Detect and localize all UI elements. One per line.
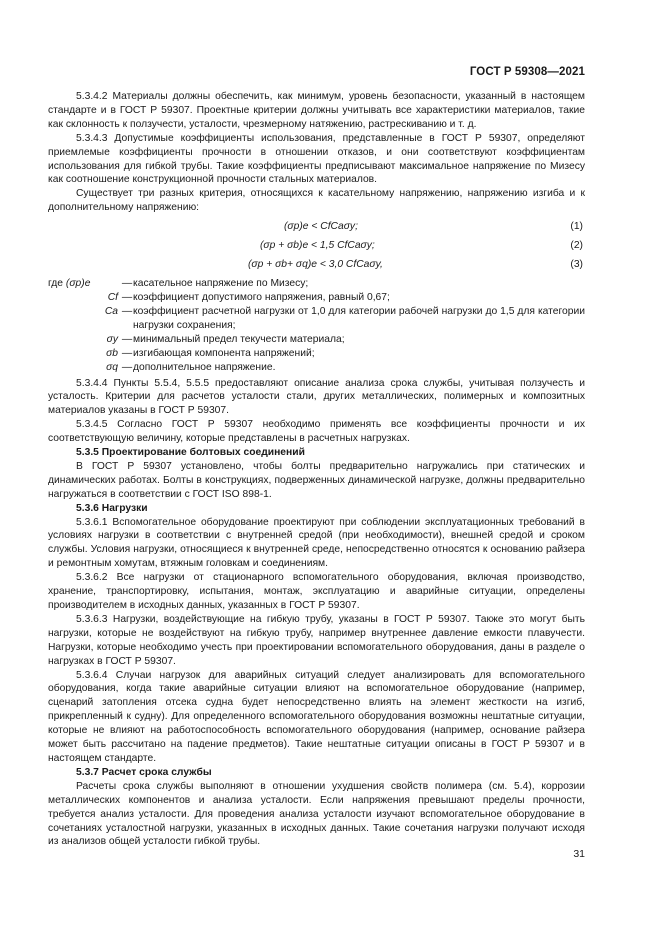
where-label: где: [48, 278, 64, 290]
definition-dash: —: [121, 305, 133, 317]
paragraph-5-3-6-3: 5.3.6.3 Нагрузки, воздействующие на гибкую трубу, указаны в ГОСТ Р 59307. Также это могут быть нагрузки, которые не воздействуют на гибкую трубу, например внутреннее давление емкости плавучести. Нагрузки, которые необходимо учесть при проектировании вспомогательного оборудования, даны в разделе о нагрузках в ГОСТ Р 59307.: [48, 613, 585, 667]
definition-text: минимальный предел текучести материала;: [133, 333, 345, 345]
definition-row: [48, 305, 585, 333]
symbol-definitions: [48, 277, 585, 374]
paragraph-5-3-5: В ГОСТ Р 59307 установлено, чтобы болты предварительно нагружались при статических и динамических работах. Болты в конструкциях, подверженных динамической нагрузке, должны предварительно нагружаться в соответствии с ГОСТ ISO 898-1.: [48, 460, 585, 500]
section-heading-5-3-6: 5.3.6 Нагрузки: [76, 502, 148, 514]
formula-3: [48, 255, 585, 274]
definition-row: [48, 347, 585, 361]
paragraph-5-3-7: Расчеты срока службы выполняют в отношении ухудшения свойств полимера (см. 5.4), коррозии металлических компонентов и анализа усталости. Если напряжения превышают пределы прочности, требуется анализ усталости. Для проведения анализа усталости изучают вспомогательное оборудование в сочетаниях усталостной нагрузки, указанных в исходных данных. Такие сочетания нагрузки получают исходя из анализов общей усталости гибкой трубы.: [48, 780, 585, 848]
formula-number: (1): [570, 221, 583, 233]
symbol-sigma-p-e: (σp)e: [65, 278, 91, 290]
definition-dash: —: [121, 333, 133, 345]
page-number: 31: [573, 848, 585, 860]
formula-2: [48, 236, 585, 255]
definition-symbol: σb: [106, 347, 118, 359]
definition-text: коэффициент допустимого напряжения, равный 0,67;: [133, 292, 390, 304]
definition-dash: —: [121, 347, 133, 359]
formula-expression: (σp + σb+ σq)e < 3,0 CfCaσy,: [248, 259, 383, 271]
definition-row: [48, 291, 585, 305]
formula-1: [48, 217, 585, 236]
definition-symbol: Ca: [104, 305, 118, 317]
paragraph-5-3-4-3: 5.3.4.3 Допустимые коэффициенты использования, представленные в ГОСТ Р 59307, определяют приемлемые коэффициенты прочности в отношении отказов, и они соответствуют коэффициентам использования для гибкой трубы. Такие коэффициенты предписывают максимальное напряжение по Мизесу как соотношение конструкционной прочности стальных материалов.: [48, 132, 585, 186]
paragraph-5-3-6-2: 5.3.6.2 Все нагрузки от стационарного вспомогательного оборудования, включая производство, хранение, транспортировку, испытания, монтаж, эксплуатацию и аварийные ситуации, определены производителем в исходных данных, указанных в ГОСТ Р 59307.: [48, 572, 585, 611]
formula-number: (2): [570, 240, 583, 252]
paragraph-5-3-6-1: 5.3.6.1 Вспомогательное оборудование проектируют при соблюдении эксплуатационных требований в условиях нагрузки в соответствии с внутренней средой (при необходимости), внешней средой и сроком службы. Условия нагрузки, относящиеся к внутренней среде, непосредственно относятся к основанию райзера и ремонтным хомутам, втяжным головкам и соединениям.: [48, 516, 585, 570]
definition-row: [48, 361, 585, 375]
standard-header: ГОСТ Р 59308—2021: [469, 66, 585, 78]
definition-dash: —: [121, 278, 133, 290]
definition-symbol: σy: [106, 333, 118, 345]
definition-symbol: σq: [106, 361, 118, 373]
formula-number: (3): [570, 259, 583, 271]
section-heading-5-3-7: 5.3.7 Расчет срока службы: [76, 766, 212, 778]
definition-text: изгибающая компонента напряжений;: [133, 347, 315, 359]
page-content: [48, 90, 585, 849]
definition-dash: —: [121, 292, 133, 304]
definition-text: касательное напряжение по Мизесу;: [133, 278, 309, 290]
definition-symbol: [48, 277, 121, 291]
formula-expression: (σp + σb)e < 1,5 CfCaσy;: [260, 240, 375, 252]
definition-dash: —: [121, 361, 133, 373]
paragraph-5-3-4-4: 5.3.4.4 Пункты 5.5.4, 5.5.5 предоставляют описание анализа срока службы, учитывая ползучесть и усталость. Критерии для расчетов усталости стали, других металлических, полимерных и композитных материалов указаны в ГОСТ Р 59307.: [48, 377, 585, 417]
paragraph-criteria: Существует три разных критерия, относящихся к касательному напряжению, напряжению изгиба и к дополнительному напряжению:: [48, 188, 585, 214]
paragraph-5-3-6-4: 5.3.6.4 Случаи нагрузок для аварийных ситуаций следует анализировать для вспомогательного оборудования, когда такие аварийные ситуации влияют на вспомогательное оборудование (например, сценарий затопления отсека судна будет непосредственно влиять на элемент жесткости на изгиб, прикрепленный к судну). Для определенного вспомогательного оборудования возможны нештатные ситуации, которые не влияют на работоспособность вспомогательного оборудования (например, основание райзера может быть рассчитано на падение предметов). Такие нештатные ситуации описаны в ГОСТ Р 59307 и в настоящем стандарте.: [48, 669, 585, 764]
definition-text: дополнительное напряжение.: [133, 361, 276, 373]
formula-expression: (σp)e < CfCaσy;: [284, 221, 358, 233]
definition-symbol: Cf: [107, 292, 118, 304]
definition-row: [48, 333, 585, 347]
paragraph-5-3-4-2: 5.3.4.2 Материалы должны обеспечить, как минимум, уровень безопасности, указанный в настоящем стандарте и в ГОСТ Р 59307. Проектные критерии должны учитывать все характеристики материалов, такие как склонность к ползучести, усталости, чрезмерному натяжению, растрескиванию и т. д.: [48, 91, 585, 130]
definition-text: коэффициент расчетной нагрузки от 1,0 для категории рабочей нагрузки до 1,5 для категории нагрузки сохранения;: [133, 305, 585, 331]
section-heading-5-3-5: 5.3.5 Проектирование болтовых соединений: [76, 447, 305, 459]
definition-row: [48, 277, 585, 291]
paragraph-5-3-4-5: 5.3.4.5 Согласно ГОСТ Р 59307 необходимо применять все коэффициенты прочности и их соответствующую величину, которые представлены в расчетных нагрузках.: [48, 419, 585, 445]
